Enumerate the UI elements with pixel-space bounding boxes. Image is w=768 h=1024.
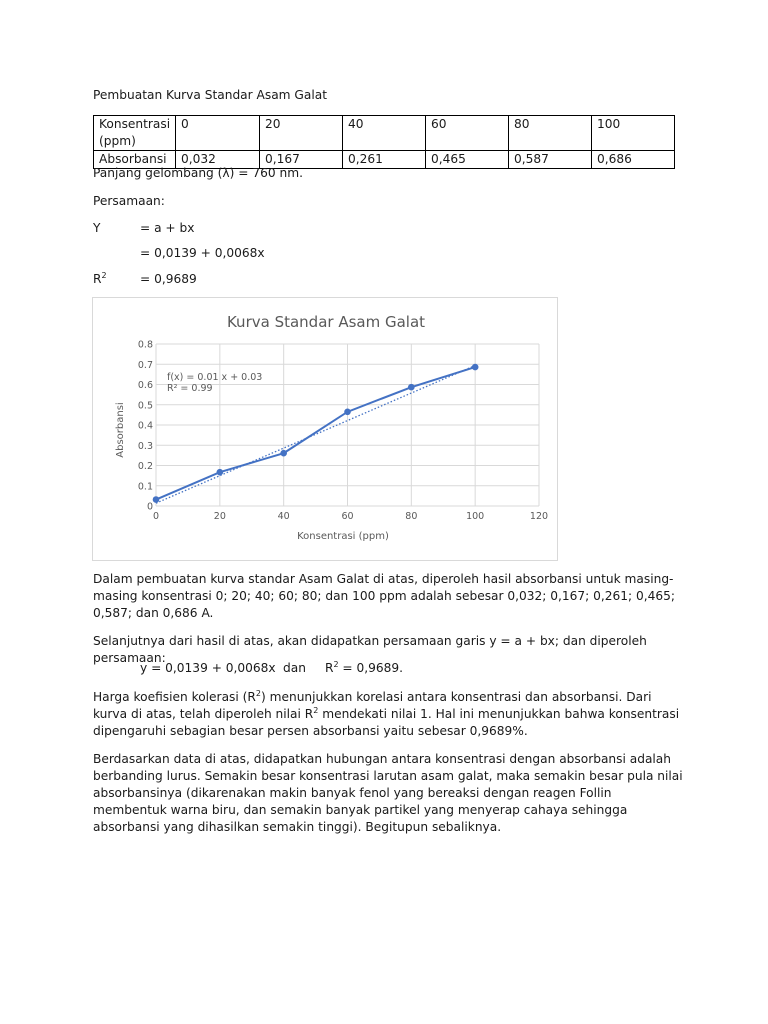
x-tick-label: 20 [213,511,226,522]
y-tick-label: 0 [146,501,153,513]
data-point [153,496,160,503]
table-cell: 0 [176,116,260,151]
y-tick-label: 0.5 [137,400,153,412]
y-axis-label: Absorbansi [115,402,126,458]
data-table [93,115,675,169]
y-tick-label: 0.4 [137,420,153,432]
table-row [94,116,675,151]
table-row-header: Konsentrasi (ppm) [94,116,176,151]
table-cell: 0,167 [260,151,343,169]
x-tick-label: 120 [529,511,549,522]
chart-title: Kurva Standar Asam Galat [226,313,426,331]
centered-equation-dan: dan [283,661,306,675]
x-tick-label: 0 [152,511,160,522]
equation-line-2: = 0,0139 + 0,0068x [140,246,265,260]
paragraph-4: Berdasarkan data di atas, didapatkan hubungan antara konsentrasi dengan absorbansi adalah berbanding lurus. Semakin besar konsentrasi larutan asam galat, maka semakin besar pula nilai absorbansinya (dikarenakan makin banyak fenol yang bereaksi dengan reagen Follin membentuk warna biru, dan semakin banyak partikel yang menyerap cahaya sehingga absorbansi yang dihasilkan semakin tinggi). Begitupun sebaliknya. [93,752,683,834]
x-tick-label: 100 [466,511,485,522]
x-tick-label: 80 [405,511,418,522]
y-tick-label: 0.8 [137,339,153,351]
centered-equation-y: y = 0,0139 + 0,0068x [140,661,276,675]
paragraph-2: Selanjutnya dari hasil di atas, akan didapatkan persamaan garis y = a + bx; dan diperoleh persamaan: [93,634,647,665]
table-cell: 0,032 [176,151,260,169]
chart-container [92,297,558,561]
x-tick-label: 60 [341,511,354,522]
table-cell: 80 [509,116,592,151]
data-point [217,469,224,476]
table-cell: 40 [343,116,426,151]
centered-equation-r2: $R^2 = 0,9689$. [325,660,404,675]
paragraph-3: Harga koefisien kolerasi $(R^2)$ menunjukkan korelasi antara konsentrasi dan absorbansi. Dari kurva di atas, telah diperoleh nilai $R^2$ mendekati nilai 1. Hal ini menunjukkan bahwa konsentrasi dipengaruhi sebagian besar persen absorbansi yaitu sebesar 0,9689%. [93,689,680,738]
trend-equation-label: f(x) = 0.01 x + 0.03 [167,372,263,383]
y-tick-label: 0.2 [137,461,153,472]
table-cell: 0,465 [426,151,509,169]
table-cell: 0,587 [509,151,592,169]
equation-y-label: Y [93,221,101,235]
table-cell: 0,261 [343,151,426,169]
paragraph-1: Dalam pembuatan kurva standar Asam Galat di atas, diperoleh hasil absorbansi untuk masing-masing konsentrasi 0; 20; 40; 60; 80; dan 100 ppm adalah sebesar 0,032; 0,167; 0,261; 0,465; 0,587; dan 0,686 A. [93,572,676,620]
x-tick-label: 40 [277,511,290,522]
table-cell: 100 [592,116,675,151]
data-point [408,384,415,391]
y-tick-label: 0.3 [137,440,153,452]
x-axis-label: Konsentrasi (ppm) [297,531,389,542]
trend-r2-label: R² = 0.99 [167,383,213,394]
data-point [344,409,351,416]
y-tick-label: 0.1 [137,481,153,493]
equation-r2-label: $R^2$ [93,271,107,286]
data-point [280,450,287,457]
equation-line-1: = a + bx [140,221,195,235]
wavelength-text: Panjang gelombang (λ) = 760 nm. [93,166,303,180]
table-cell: 60 [426,116,509,151]
document-title: Pembuatan Kurva Standar Asam Galat [93,88,327,102]
chart-svg [93,298,557,560]
data-point [472,364,479,371]
table-row-header: Absorbansi [94,151,176,169]
y-tick-label: 0.6 [137,380,153,391]
table-cell: 0,686 [592,151,675,169]
table-cell: 20 [260,116,343,151]
equation-heading: Persamaan: [93,194,165,208]
equation-r2-value: = 0,9689 [140,272,197,286]
y-tick-label: 0.7 [137,359,153,371]
